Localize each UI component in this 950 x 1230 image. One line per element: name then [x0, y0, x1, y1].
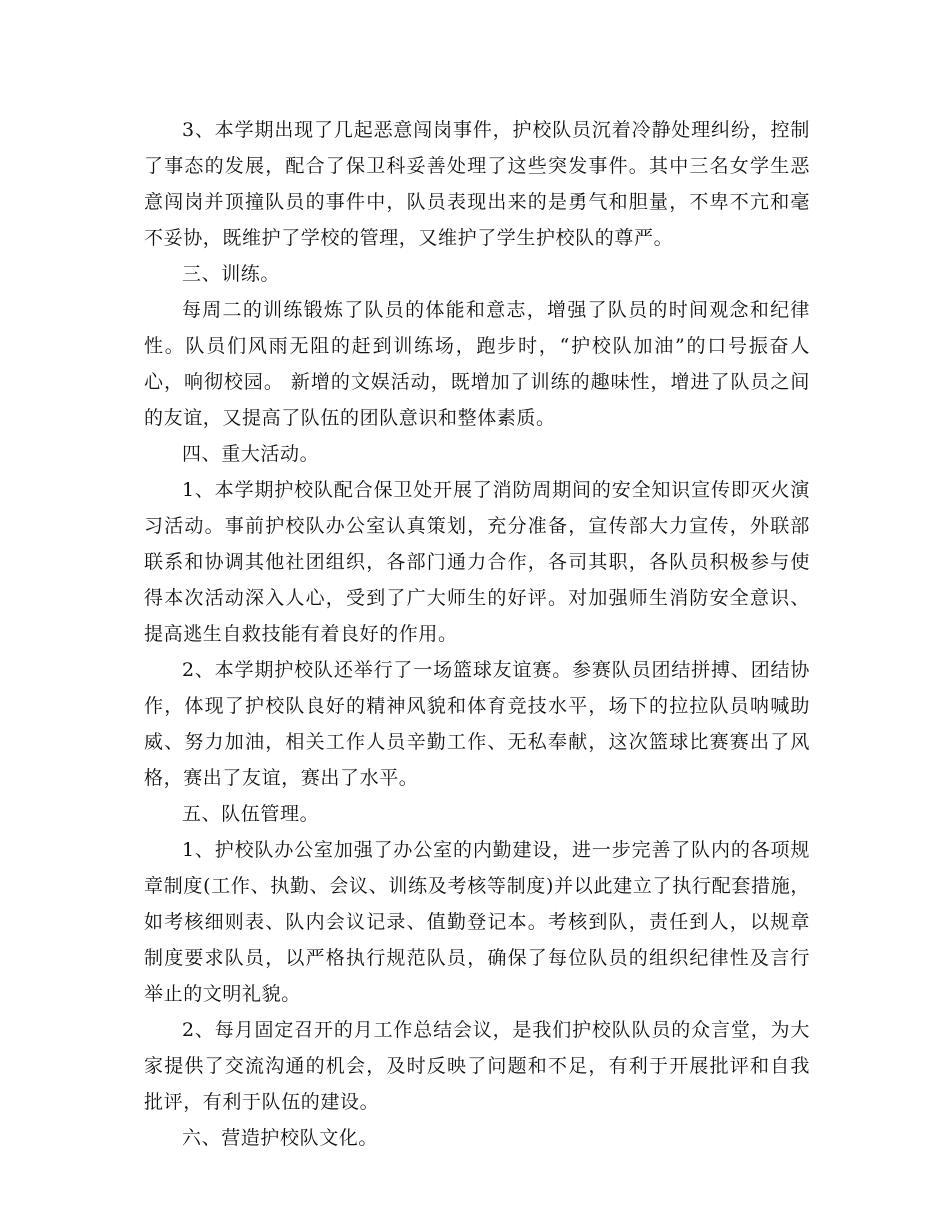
document-body — [144, 112, 810, 1156]
paragraph-office-rules: 1、护校队办公室加强了办公室的内勤建设，进一步完善了队内的各项规章制度(工作、执勤、会议、训练及考核等制度)并以此建立了执行配套措施，如考核细则表、队内会议记录、值勤登记本。考核到队，责任到人，以规章制度要求队员，以严格执行规范队员，确保了每位队员的组织纪律性及言行举止的文明礼貌。 — [144, 839, 810, 1005]
section-heading-training: 三、训练。 — [182, 263, 281, 285]
section-heading-team-culture: 六、营造护校队文化。 — [182, 1127, 379, 1149]
paragraph-monthly-meeting: 2、每月固定召开的月工作总结会议，是我们护校队队员的众言堂，为大家提供了交流沟通的机会，及时反映了问题和不足，有利于开展批评和自我批评，有利于队伍的建设。 — [144, 1019, 810, 1113]
paragraph-fire-drill: 1、本学期护校队配合保卫处开展了消防周期间的安全知识宣传即灭火演习活动。事前护校队办公室认真策划，充分准备，宣传部大力宣传，外联部联系和协调其他社团组织，各部门通力合作，各司其职，各队员积极参与使得本次活动深入人心，受到了广大师生的好评。对加强师生消防安全意识、提高逃生自救技能有着良好的作用。 — [144, 479, 810, 645]
paragraph-basketball-game: 2、本学期护校队还举行了一场篮球友谊赛。参赛队员团结拼搏、团结协作，体现了护校队良好的精神风貌和体育竞技水平，场下的拉拉队员呐喊助威、努力加油，相关工作人员辛勤工作、无私奉献，这次篮球比赛赛出了风格，赛出了友谊，赛出了水平。 — [144, 659, 810, 789]
paragraph-training: 每周二的训练锻炼了队员的体能和意志，增强了队员的时间观念和纪律性。队员们风雨无阻的赶到训练场，跑步时，“护校队加油”的口号振奋人心，响彻校园。 新增的文娱活动，既增加了训练的趣味性，增进了队员之间的友谊，又提高了队伍的团队意识和整体素质。 — [144, 299, 810, 429]
paragraph-incident-handling: 3、本学期出现了几起恶意闯岗事件，护校队员沉着冷静处理纠纷，控制了事态的发展，配合了保卫科妥善处理了这些突发事件。其中三名女学生恶意闯岗并顶撞队员的事件中，队员表现出来的是勇气和胆量，不卑不亢和毫不妥协，既维护了学校的管理，又维护了学生护校队的尊严。 — [144, 119, 810, 249]
section-heading-major-activities: 四、重大活动。 — [182, 443, 320, 465]
section-heading-team-management: 五、队伍管理。 — [182, 803, 320, 825]
